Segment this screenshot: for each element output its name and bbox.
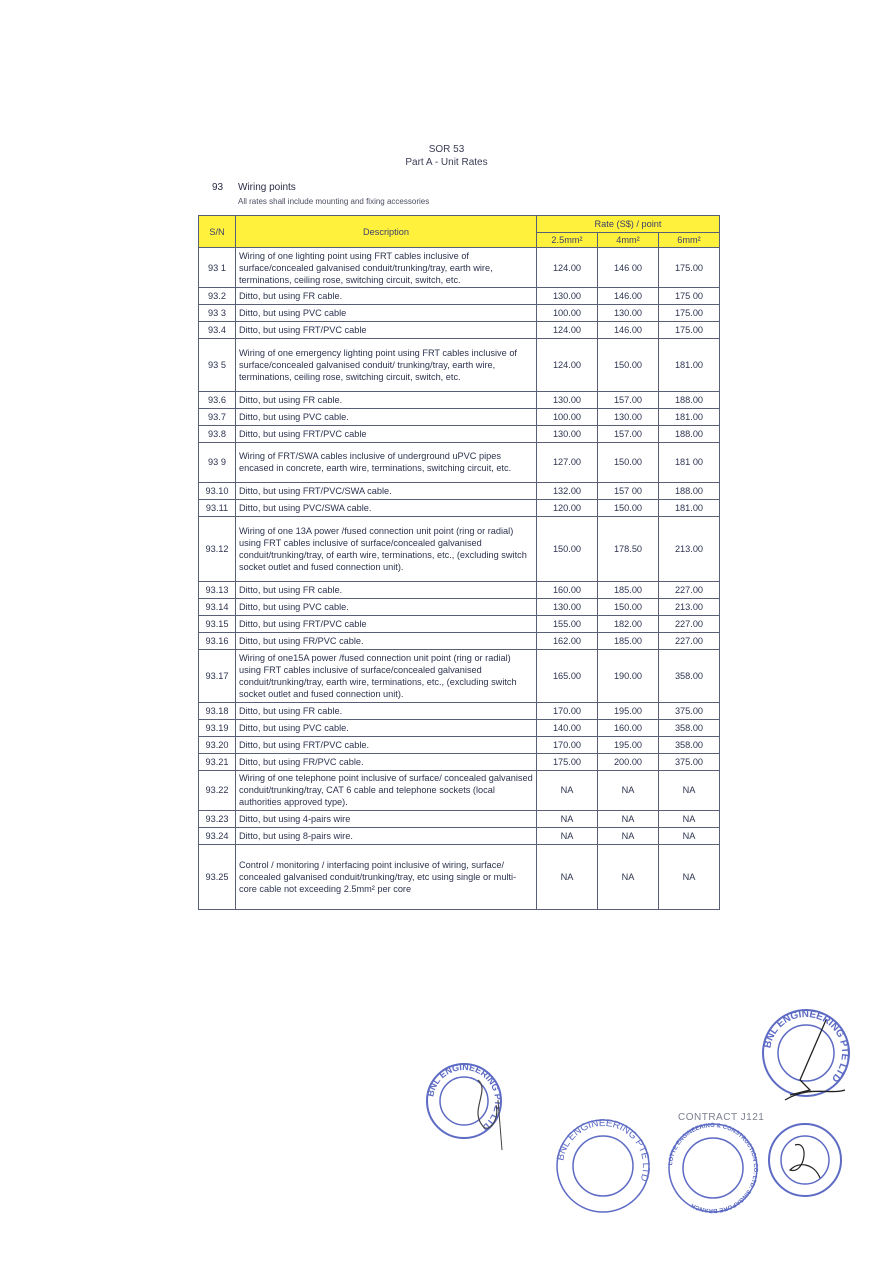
row-rate-4: 157.00 bbox=[598, 391, 659, 408]
row-description: Wiring of one 13A power /fused connection unit point (ring or radial) using FRT cables inclusive of surface/concealed galvanised conduit/trunking/tray, of earth wire, terminations, etc., (excluding switch socket outlet and fused connection unit). bbox=[236, 516, 537, 581]
row-description: Ditto, but using FRT/PVC cable bbox=[236, 322, 537, 339]
row-sn: 93.7 bbox=[199, 408, 236, 425]
row-rate-6: 358.00 bbox=[659, 736, 720, 753]
row-rate-2-5: 150.00 bbox=[537, 516, 598, 581]
svg-text:LOTTE ENGINEERING & CONSTRUCTI: LOTTE ENGINEERING & CONSTRUCTION CO. LTD. SINGAPORE BRANCH bbox=[668, 1122, 759, 1214]
row-sn: 93 5 bbox=[199, 339, 236, 392]
row-rate-4: 150.00 bbox=[598, 442, 659, 482]
row-sn: 93.23 bbox=[199, 810, 236, 827]
row-rate-4: 146.00 bbox=[598, 322, 659, 339]
bnl-stamp-right bbox=[762, 1009, 850, 1100]
row-description: Ditto, but using FR cable. bbox=[236, 288, 537, 305]
row-description: Wiring of one15A power /fused connection unit point (ring or radial) using FRT cables inclusive of surface/concealed galvanised conduit/trunking/tray, earth wire, terminations, etc., (excluding switch socket outlet and fused connection unit). bbox=[236, 649, 537, 702]
row-rate-2-5: 124.00 bbox=[537, 248, 598, 288]
row-rate-6: 188.00 bbox=[659, 482, 720, 499]
row-rate-4: 185.00 bbox=[598, 632, 659, 649]
row-description: Ditto, but using FR cable. bbox=[236, 702, 537, 719]
part-title: Part A - Unit Rates bbox=[405, 157, 488, 168]
row-rate-6: NA bbox=[659, 844, 720, 909]
row-rate-6: 358.00 bbox=[659, 719, 720, 736]
row-rate-2-5: 120.00 bbox=[537, 499, 598, 516]
row-rate-4: NA bbox=[598, 770, 659, 810]
row-rate-4: 146.00 bbox=[598, 288, 659, 305]
row-rate-6: 358.00 bbox=[659, 649, 720, 702]
row-sn: 93 1 bbox=[199, 248, 236, 288]
row-description: Ditto, but using FRT/PVC cable bbox=[236, 615, 537, 632]
header-rate-4: 4mm² bbox=[598, 233, 659, 248]
row-sn: 93.25 bbox=[199, 844, 236, 909]
row-rate-2-5: 124.00 bbox=[537, 322, 598, 339]
header-rate-group: Rate (S$) / point bbox=[537, 216, 720, 233]
row-description: Control / monitoring / interfacing point inclusive of wiring, surface/ concealed galvanised conduit/trunking/tray, etc using single or multi-core cable not exceeding 2.5mm² per core bbox=[236, 844, 537, 909]
row-rate-2-5: 100.00 bbox=[537, 408, 598, 425]
row-description: Ditto, but using FR/PVC cable. bbox=[236, 753, 537, 770]
row-sn: 93.15 bbox=[199, 615, 236, 632]
row-sn: 93.16 bbox=[199, 632, 236, 649]
row-sn: 93.18 bbox=[199, 702, 236, 719]
row-description: Ditto, but using PVC cable. bbox=[236, 408, 537, 425]
header-rate-6: 6mm² bbox=[659, 233, 720, 248]
row-rate-4: 178.50 bbox=[598, 516, 659, 581]
row-rate-2-5: 160.00 bbox=[537, 581, 598, 598]
row-rate-4: 195.00 bbox=[598, 736, 659, 753]
row-rate-2-5: 124.00 bbox=[537, 339, 598, 392]
row-rate-2-5: 130.00 bbox=[537, 391, 598, 408]
row-rate-2-5: 140.00 bbox=[537, 719, 598, 736]
row-rate-4: 150.00 bbox=[598, 499, 659, 516]
section-note: All rates shall include mounting and fixing accessories bbox=[238, 197, 430, 206]
row-rate-6: 188.00 bbox=[659, 391, 720, 408]
row-description: Wiring of FRT/SWA cables inclusive of underground uPVC pipes encased in concrete, earth wire, terminations, switching circuit, etc. bbox=[236, 442, 537, 482]
row-rate-6: 227.00 bbox=[659, 632, 720, 649]
header-description: Description bbox=[236, 216, 537, 248]
section-number: 93 bbox=[212, 182, 224, 193]
row-rate-2-5: 132.00 bbox=[537, 482, 598, 499]
svg-text:BNL ENGINEERING PTE LTD: BNL ENGINEERING PTE LTD bbox=[762, 1008, 851, 1084]
lotte-stamp bbox=[668, 1123, 758, 1213]
row-rate-4: 195.00 bbox=[598, 702, 659, 719]
row-rate-2-5: NA bbox=[537, 770, 598, 810]
row-rate-2-5: 127.00 bbox=[537, 442, 598, 482]
row-rate-6: 375.00 bbox=[659, 702, 720, 719]
row-rate-6: 213.00 bbox=[659, 598, 720, 615]
row-rate-4: 150.00 bbox=[598, 339, 659, 392]
row-rate-6: 181.00 bbox=[659, 499, 720, 516]
row-rate-6: NA bbox=[659, 770, 720, 810]
row-rate-6: 181 00 bbox=[659, 442, 720, 482]
row-sn: 93.17 bbox=[199, 649, 236, 702]
row-description: Wiring of one telephone point inclusive of surface/ concealed galvanised conduit/trunking/tray, CAT 6 cable and telephone sockets (local authorities approved type). bbox=[236, 770, 537, 810]
header-sn: S/N bbox=[199, 216, 236, 248]
row-rate-4: NA bbox=[598, 827, 659, 844]
row-rate-2-5: NA bbox=[537, 827, 598, 844]
row-rate-4: 150.00 bbox=[598, 598, 659, 615]
contract-label: CONTRACT J121 bbox=[678, 1112, 765, 1123]
row-rate-2-5: 170.00 bbox=[537, 702, 598, 719]
row-rate-6: 181.00 bbox=[659, 408, 720, 425]
row-sn: 93.19 bbox=[199, 719, 236, 736]
row-sn: 93.21 bbox=[199, 753, 236, 770]
row-rate-6: NA bbox=[659, 810, 720, 827]
row-rate-2-5: 130.00 bbox=[537, 598, 598, 615]
row-description: Ditto, but using FR cable. bbox=[236, 581, 537, 598]
row-rate-4: 130.00 bbox=[598, 305, 659, 322]
row-sn: 93.11 bbox=[199, 499, 236, 516]
row-rate-6: 227.00 bbox=[659, 581, 720, 598]
header-rate-2-5: 2.5mm² bbox=[537, 233, 598, 248]
row-description: Ditto, but using FRT/PVC cable. bbox=[236, 736, 537, 753]
row-sn: 93.8 bbox=[199, 425, 236, 442]
row-rate-6: 375.00 bbox=[659, 753, 720, 770]
row-rate-2-5: 162.00 bbox=[537, 632, 598, 649]
row-sn: 93.24 bbox=[199, 827, 236, 844]
row-description: Ditto, but using FRT/PVC cable bbox=[236, 425, 537, 442]
row-description: Ditto, but using 8-pairs wire. bbox=[236, 827, 537, 844]
row-rate-6: 175 00 bbox=[659, 288, 720, 305]
row-rate-6: NA bbox=[659, 827, 720, 844]
bnl-stamp-center bbox=[555, 1118, 651, 1212]
row-rate-2-5: 165.00 bbox=[537, 649, 598, 702]
sor-code: SOR 53 bbox=[428, 144, 465, 155]
row-description: Ditto, but using FR/PVC cable. bbox=[236, 632, 537, 649]
row-rate-6: 188.00 bbox=[659, 425, 720, 442]
row-rate-2-5: NA bbox=[537, 844, 598, 909]
row-sn: 93.12 bbox=[199, 516, 236, 581]
row-rate-6: 175.00 bbox=[659, 305, 720, 322]
row-sn: 93 9 bbox=[199, 442, 236, 482]
row-description: Wiring of one emergency lighting point using FRT cables inclusive of surface/concealed galvanised conduit/ trunking/tray, earth wire, terminations, ceiling rose, switching circuit, switch, etc. bbox=[236, 339, 537, 392]
row-rate-2-5: 175.00 bbox=[537, 753, 598, 770]
row-rate-6: 175.00 bbox=[659, 322, 720, 339]
row-description: Ditto, but using FR cable. bbox=[236, 391, 537, 408]
row-rate-2-5: 130.00 bbox=[537, 288, 598, 305]
row-rate-4: 130.00 bbox=[598, 408, 659, 425]
row-sn: 93.14 bbox=[199, 598, 236, 615]
row-description: Ditto, but using 4-pairs wire bbox=[236, 810, 537, 827]
row-sn: 93.20 bbox=[199, 736, 236, 753]
row-rate-4: 157.00 bbox=[598, 425, 659, 442]
row-rate-6: 213.00 bbox=[659, 516, 720, 581]
lotte-stamp-right bbox=[769, 1124, 841, 1196]
row-rate-6: 175.00 bbox=[659, 248, 720, 288]
row-description: Ditto, but using FRT/PVC/SWA cable. bbox=[236, 482, 537, 499]
bnl-stamp-left bbox=[425, 1062, 503, 1150]
row-sn: 93.2 bbox=[199, 288, 236, 305]
row-rate-4: 157 00 bbox=[598, 482, 659, 499]
section-title: Wiring points bbox=[238, 182, 296, 193]
row-rate-6: 227.00 bbox=[659, 615, 720, 632]
row-sn: 93.13 bbox=[199, 581, 236, 598]
row-rate-4: 200.00 bbox=[598, 753, 659, 770]
row-rate-6: 181.00 bbox=[659, 339, 720, 392]
row-sn: 93.6 bbox=[199, 391, 236, 408]
row-description: Ditto, but using PVC cable bbox=[236, 305, 537, 322]
row-rate-4: 182.00 bbox=[598, 615, 659, 632]
row-rate-4: NA bbox=[598, 810, 659, 827]
row-sn: 93.22 bbox=[199, 770, 236, 810]
row-rate-2-5: 130.00 bbox=[537, 425, 598, 442]
row-sn: 93.4 bbox=[199, 322, 236, 339]
row-rate-2-5: NA bbox=[537, 810, 598, 827]
row-rate-4: 185.00 bbox=[598, 581, 659, 598]
svg-text:BNL ENGINEERING PTE LTD: BNL ENGINEERING PTE LTD bbox=[555, 1117, 652, 1183]
row-rate-4: 146 00 bbox=[598, 248, 659, 288]
row-rate-4: NA bbox=[598, 844, 659, 909]
row-description: Ditto, but using PVC/SWA cable. bbox=[236, 499, 537, 516]
row-sn: 93 3 bbox=[199, 305, 236, 322]
row-rate-2-5: 100.00 bbox=[537, 305, 598, 322]
row-description: Ditto, but using PVC cable. bbox=[236, 598, 537, 615]
row-rate-4: 190.00 bbox=[598, 649, 659, 702]
row-sn: 93.10 bbox=[199, 482, 236, 499]
svg-text:BNL ENGINEERING PTE LTD: BNL ENGINEERING PTE LTD bbox=[425, 1061, 504, 1133]
row-rate-4: 160.00 bbox=[598, 719, 659, 736]
row-rate-2-5: 170.00 bbox=[537, 736, 598, 753]
row-description: Ditto, but using PVC cable. bbox=[236, 719, 537, 736]
row-rate-2-5: 155.00 bbox=[537, 615, 598, 632]
row-description: Wiring of one lighting point using FRT cables inclusive of surface/concealed galvanised conduit/trunking/tray, earth wire, terminations, ceiling rose, switching circuit, switch, etc. bbox=[236, 248, 537, 288]
